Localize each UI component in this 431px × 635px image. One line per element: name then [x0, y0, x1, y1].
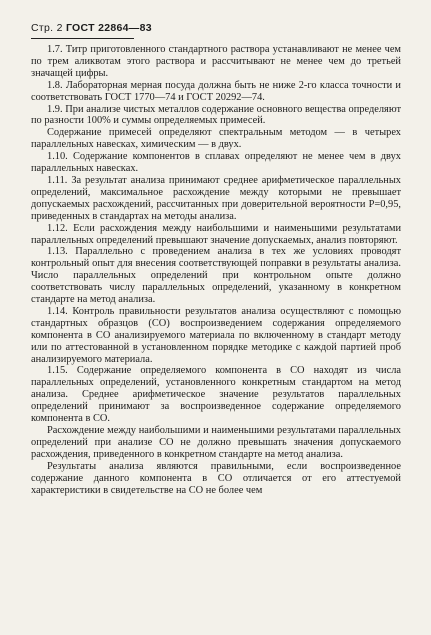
paragraph-1-15: 1.15. Содержание определяемого компонента в СО находят из числа параллельных определений, установленного конкретным стандартом на метод анализа. Среднее арифметическое значение результатов параллельных определений принимают за воспроизведенное содержание определяемого компонента в СО.: [31, 365, 401, 425]
paragraph-divergence: Расхождение между наибольшими и наименьшими результатами параллельных определений при анализе СО не должно превышать значения допускаемого расхождения, приведенного в конкретном стандарте на метод анализа.: [31, 425, 401, 460]
header-rule: [31, 38, 134, 39]
paragraph-1-14: 1.14. Контроль правильности результатов анализа осуществляют с помощью стандартных образцов (СО) воспроизведением содержания определяемого компонента в СО анализируемого материала по включенному в стандарт методу или по аттестованной в установленном порядке методике с каждой партией проб анализируемого материала.: [31, 305, 401, 365]
paragraph-1-7: 1.7. Титр приготовленного стандартного раствора устанавливают не менее чем по трем аликвотам этого раствора и рассчитывают не менее чем до третьей значащей цифры.: [31, 44, 401, 79]
paragraph-1-11: 1.11. За результат анализа принимают среднее арифметическое параллельных определений, максимальное расхождение между которыми не превышает допускаемых расхождений, рассчитанных при доверительной вероятности P=0,95, приведенных в стандартах на методы анализа.: [31, 174, 401, 222]
paragraph-1-10: 1.10. Содержание компонентов в сплавах определяют не менее чем в двух параллельных навесках.: [31, 151, 401, 175]
body-text: [31, 44, 401, 496]
paragraph-1-8: 1.8. Лабораторная мерная посуда должна быть не ниже 2-го класса точности и соответствовать ГОСТ 1770—74 и ГОСТ 20292—74.: [31, 79, 401, 103]
page-number: Стр. 2: [31, 22, 63, 34]
paragraph-1-13: 1.13. Параллельно с проведением анализа в тех же условиях проводят контрольный опыт для внесения соответствующей поправки в результаты анализа. Число параллельных определений при контрольном опыте должно соответствовать числу параллельных определений, указанному в конкретном стандарте на метод анализа.: [31, 246, 401, 306]
paragraph-results: Результаты анализа являются правильными, если воспроизведенное содержание данного компонента в СО отличается от его аттестуемой характеристики в свидетельстве на СО не более чем: [31, 460, 401, 496]
paragraph-1-12: 1.12. Если расхождения между наибольшими и наименьшими результатами параллельных определений превышают значение допускаемых, анализ повторяют.: [31, 222, 401, 246]
paragraph-impurities: Содержание примесей определяют спектральным методом — в четырех параллельных навесках, химическим — в двух.: [31, 127, 401, 151]
standard-code: ГОСТ 22864—83: [65, 22, 152, 34]
page-header: [31, 22, 152, 34]
paragraph-1-9: 1.9. При анализе чистых металлов содержание основного вещества определяют по разности 100% и суммы определяемых примесей.: [31, 103, 401, 127]
